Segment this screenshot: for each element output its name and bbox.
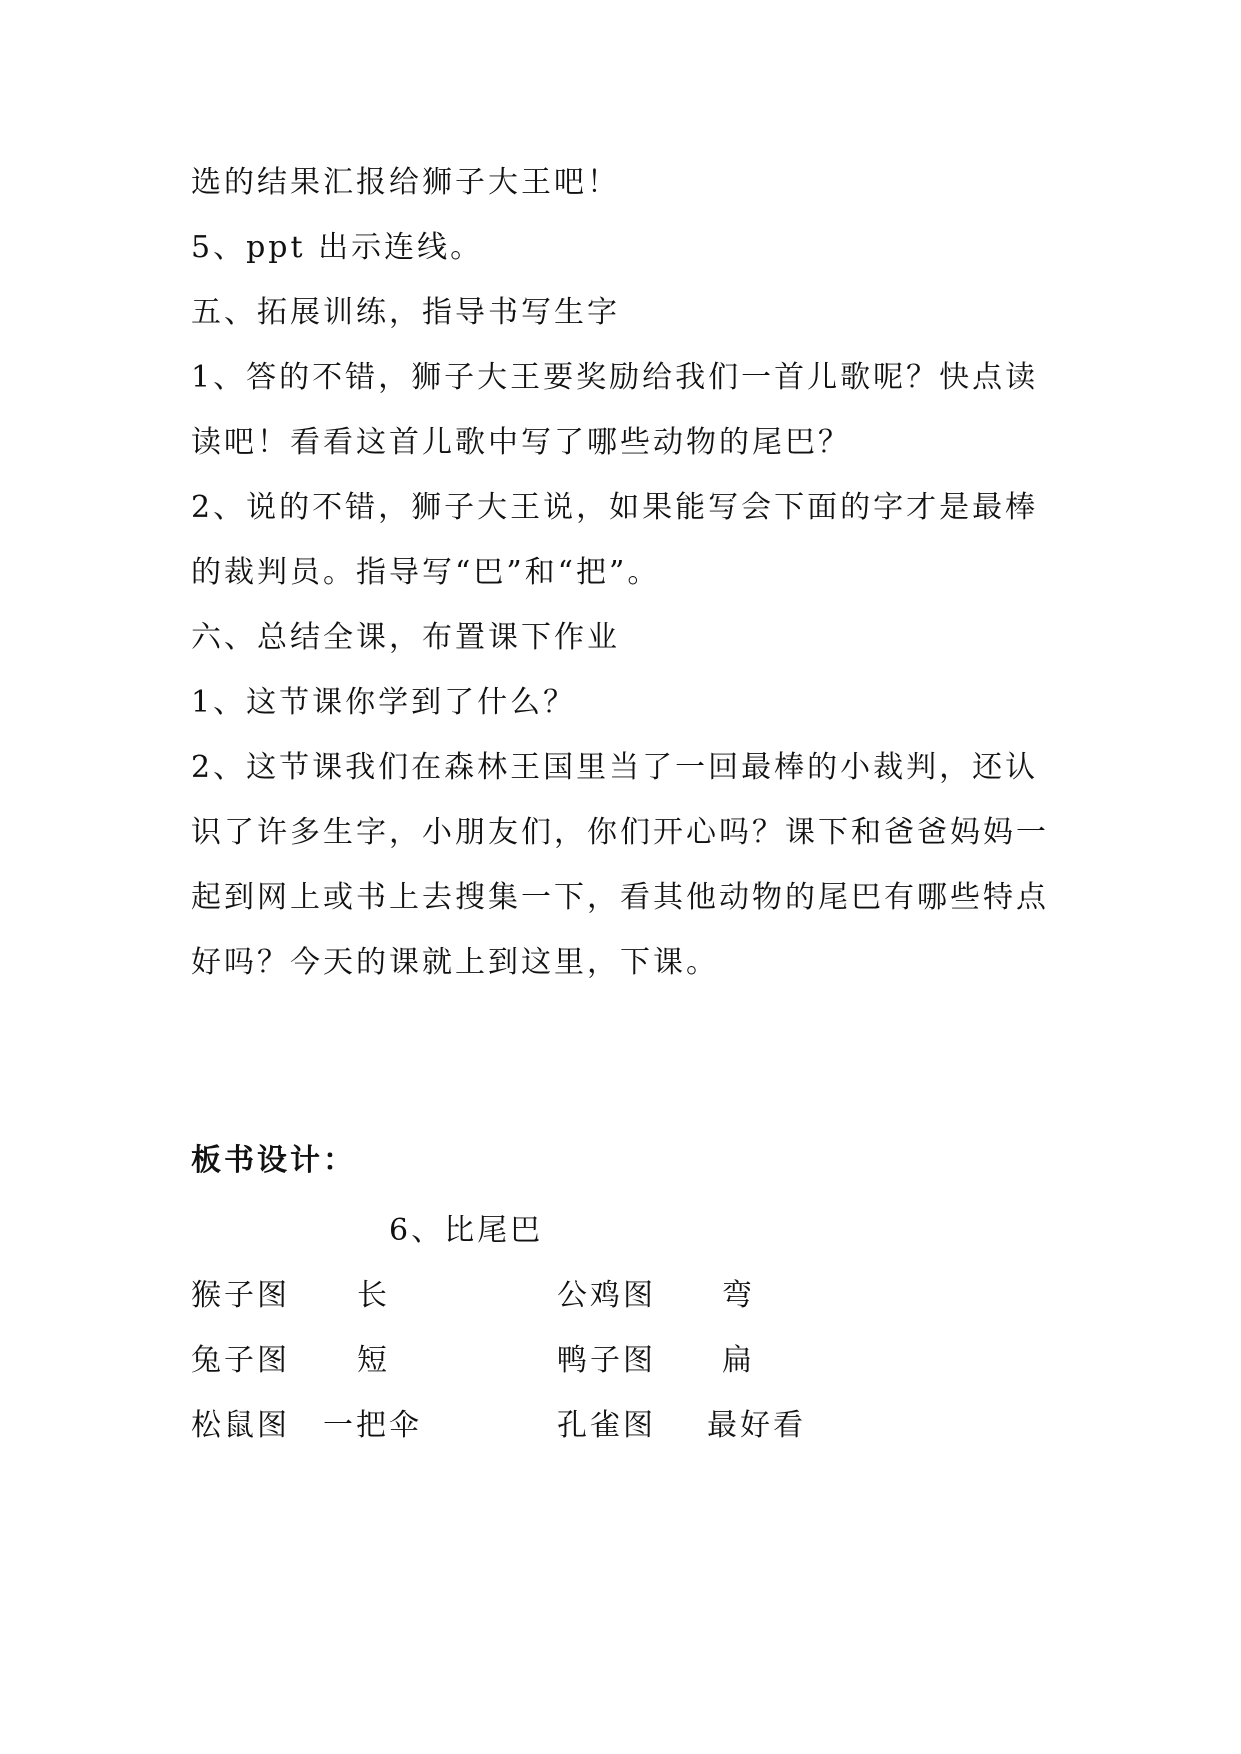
board-left-trait: 一把伞: [323, 1408, 422, 1443]
board-left-animal: 兔子图: [191, 1343, 290, 1378]
section-heading: 五、拓展训练，指导书写生字: [191, 295, 620, 330]
board-design-heading: 板书设计：: [191, 1143, 356, 1178]
board-right-animal: 公鸡图: [557, 1278, 656, 1313]
section-heading: 六、总结全课，布置课下作业: [191, 620, 620, 655]
body-line: 读吧！看看这首儿歌中写了哪些动物的尾巴？: [191, 425, 851, 460]
body-line: 2、说的不错，狮子大王说，如果能写会下面的字才是最棒: [191, 490, 1039, 525]
body-line: 好吗？今天的课就上到这里，下课。: [191, 945, 719, 980]
board-right-trait: 扁: [722, 1343, 755, 1378]
body-line: 选的结果汇报给狮子大王吧！: [191, 165, 620, 200]
body-line: 1、这节课你学到了什么？: [191, 685, 577, 720]
body-line: 识了许多生字，小朋友们，你们开心吗？课下和爸爸妈妈一: [191, 815, 1049, 850]
body-line: 起到网上或书上去搜集一下，看其他动物的尾巴有哪些特点: [191, 880, 1049, 915]
body-line: 2、这节课我们在森林王国里当了一回最棒的小裁判，还认: [191, 750, 1039, 785]
board-right-trait: 弯: [722, 1278, 755, 1313]
board-right-animal: 孔雀图: [557, 1408, 656, 1443]
body-line: 1、答的不错，狮子大王要奖励给我们一首儿歌呢？快点读: [191, 360, 1039, 395]
board-left-trait: 短: [357, 1343, 390, 1378]
board-left-trait: 长: [357, 1278, 390, 1313]
board-left-animal: 猴子图: [191, 1278, 290, 1313]
board-title: 6、比尾巴: [389, 1213, 544, 1248]
board-right-trait: 最好看: [707, 1408, 806, 1443]
board-right-animal: 鸭子图: [557, 1343, 656, 1378]
body-line: 5、ppt 出示连线。: [191, 230, 484, 265]
body-line: 的裁判员。指导写“巴”和“把”。: [191, 555, 661, 590]
board-left-animal: 松鼠图: [191, 1408, 290, 1443]
